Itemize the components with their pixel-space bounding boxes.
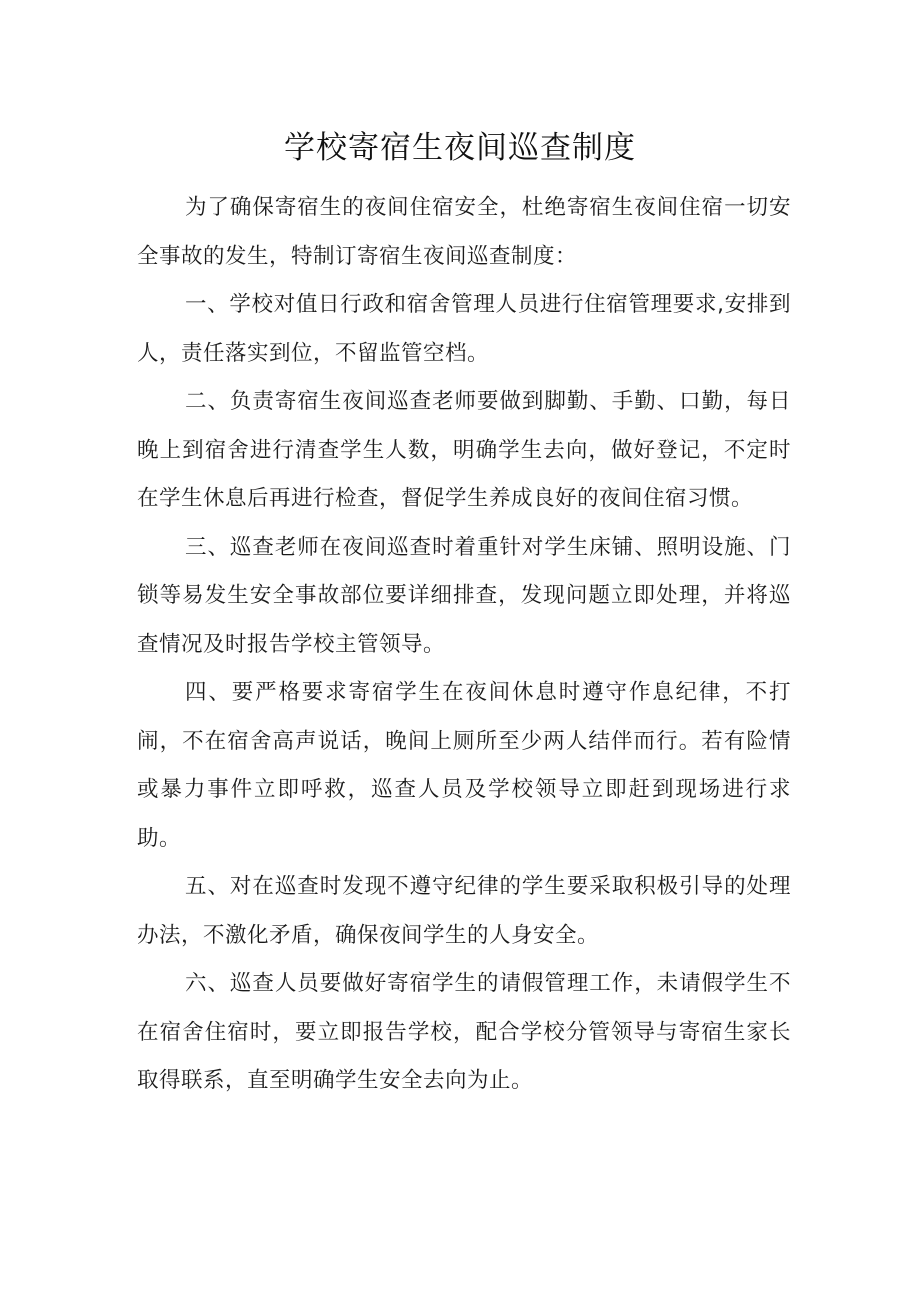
- rule-paragraph-3: 三、巡查老师在夜间巡查时着重针对学生床铺、照明设施、门锁等易发生安全事故部位要详细排查，发现问题立即处理，并将巡查情况及时报告学校主管领导。: [137, 534, 791, 657]
- document-title: 学校寄宿生夜间巡查制度: [284, 130, 636, 166]
- intro-paragraph: 为了确保寄宿生的夜间住宿安全，杜绝寄宿生夜间住宿一切安全事故的发生，特制订寄宿生夜间巡查制度：: [137, 195, 791, 269]
- document-body: [137, 184, 791, 1106]
- rule-paragraph-1: 一、学校对值日行政和宿舍管理人员进行住宿管理要求,安排到人，责任落实到位，不留监管空档。: [137, 292, 791, 366]
- rule-paragraph-6: 六、巡查人员要做好寄宿学生的请假管理工作，未请假学生不在宿舍住宿时，要立即报告学校，配合学校分管领导与寄宿生家长取得联系，直至明确学生安全去向为止。: [137, 971, 791, 1093]
- rule-paragraph-4: 四、要严格要求寄宿学生在夜间休息时遵守作息纪律，不打闹，不在宿舍高声说话，晚间上厕所至少两人结伴而行。若有险情或暴力事件立即呼救，巡查人员及学校领导立即赶到现场进行求助。: [137, 680, 791, 851]
- rule-paragraph-5: 五、对在巡查时发现不遵守纪律的学生要采取积极引导的处理办法，不激化矛盾，确保夜间学生的人身安全。: [137, 874, 791, 948]
- rule-paragraph-2: 二、负责寄宿生夜间巡查老师要做到脚勤、手勤、口勤，每日晚上到宿舍进行清查学生人数，明确学生去向，做好登记，不定时在学生休息后再进行检查，督促学生养成良好的夜间住宿习惯。: [137, 389, 791, 511]
